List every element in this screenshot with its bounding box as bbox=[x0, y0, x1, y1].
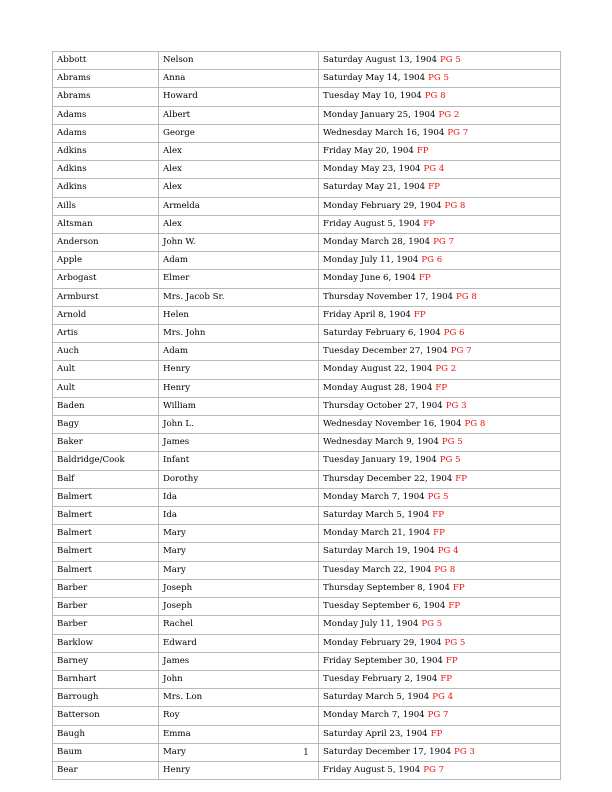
cell-given-name: John W. bbox=[159, 234, 319, 252]
page-reference: PG 5 bbox=[439, 455, 461, 466]
page-reference: PG 7 bbox=[427, 710, 449, 721]
cell-date-and-page-ref bbox=[319, 343, 561, 361]
cell-surname: Adams bbox=[53, 124, 159, 142]
publication-date: Monday January 25, 1904 bbox=[323, 109, 436, 120]
publication-date: Monday February 29, 1904 bbox=[323, 637, 442, 648]
table-body bbox=[53, 52, 561, 780]
page-reference: FP bbox=[452, 582, 465, 593]
page-reference: PG 7 bbox=[423, 764, 445, 775]
cell-date-and-page-ref bbox=[319, 197, 561, 215]
cell-surname: Bear bbox=[53, 761, 159, 779]
page-reference: PG 3 bbox=[445, 400, 467, 411]
cell-date-and-page-ref bbox=[319, 124, 561, 142]
cell-surname: Adams bbox=[53, 106, 159, 124]
cell-surname: Altsman bbox=[53, 215, 159, 233]
cell-date-and-page-ref bbox=[319, 88, 561, 106]
cell-surname: Baldridge/Cook bbox=[53, 452, 159, 470]
cell-surname: Baden bbox=[53, 397, 159, 415]
page-reference: PG 8 bbox=[464, 419, 486, 430]
cell-date-and-page-ref bbox=[319, 288, 561, 306]
cell-given-name: Howard bbox=[159, 88, 319, 106]
table-row bbox=[53, 288, 561, 306]
cell-date-and-page-ref bbox=[319, 725, 561, 743]
cell-given-name: Alex bbox=[159, 215, 319, 233]
cell-given-name: James bbox=[159, 652, 319, 670]
publication-date: Friday August 5, 1904 bbox=[323, 764, 421, 775]
publication-date: Saturday August 13, 1904 bbox=[323, 55, 437, 65]
table-row bbox=[53, 270, 561, 288]
table-row bbox=[53, 579, 561, 597]
cell-given-name: Henry bbox=[159, 761, 319, 779]
cell-surname: Artis bbox=[53, 325, 159, 343]
cell-date-and-page-ref bbox=[319, 434, 561, 452]
publication-date: Thursday October 27, 1904 bbox=[323, 400, 443, 411]
table-row bbox=[53, 197, 561, 215]
table-row bbox=[53, 652, 561, 670]
table-row bbox=[53, 179, 561, 197]
publication-date: Saturday March 19, 1904 bbox=[323, 546, 435, 557]
publication-date: Friday May 20, 1904 bbox=[323, 146, 414, 157]
cell-date-and-page-ref bbox=[319, 689, 561, 707]
cell-date-and-page-ref bbox=[319, 143, 561, 161]
page-number: 1 bbox=[303, 748, 309, 758]
table-row bbox=[53, 434, 561, 452]
table-row bbox=[53, 543, 561, 561]
cell-surname: Adkins bbox=[53, 143, 159, 161]
cell-given-name: William bbox=[159, 397, 319, 415]
table-row bbox=[53, 670, 561, 688]
table-row bbox=[53, 161, 561, 179]
cell-given-name: Roy bbox=[159, 707, 319, 725]
obituary-index-table bbox=[52, 51, 561, 780]
cell-given-name: Emma bbox=[159, 725, 319, 743]
page-reference: PG 5 bbox=[427, 491, 449, 502]
cell-given-name: George bbox=[159, 124, 319, 142]
page-reference: PG 8 bbox=[444, 200, 466, 211]
table-row bbox=[53, 215, 561, 233]
table-row bbox=[53, 325, 561, 343]
publication-date: Saturday May 21, 1904 bbox=[323, 182, 426, 193]
cell-given-name: James bbox=[159, 434, 319, 452]
cell-given-name: Alex bbox=[159, 143, 319, 161]
cell-date-and-page-ref bbox=[319, 452, 561, 470]
table-row bbox=[53, 452, 561, 470]
cell-surname: Aills bbox=[53, 197, 159, 215]
publication-date: Saturday December 17, 1904 bbox=[323, 746, 452, 757]
cell-date-and-page-ref bbox=[319, 543, 561, 561]
page-reference: PG 2 bbox=[438, 109, 460, 120]
publication-date: Monday August 22, 1904 bbox=[323, 364, 433, 375]
publication-date: Friday September 30, 1904 bbox=[323, 655, 443, 666]
cell-surname: Ault bbox=[53, 379, 159, 397]
cell-given-name: Adam bbox=[159, 343, 319, 361]
cell-given-name: Mary bbox=[159, 525, 319, 543]
table-row bbox=[53, 507, 561, 525]
page-reference: FP bbox=[440, 673, 453, 684]
cell-date-and-page-ref bbox=[319, 488, 561, 506]
page-reference: PG 8 bbox=[434, 564, 456, 575]
page-reference: PG 6 bbox=[443, 328, 465, 339]
cell-given-name: Armelda bbox=[159, 197, 319, 215]
page-reference: PG 2 bbox=[435, 364, 457, 375]
cell-surname: Abrams bbox=[53, 88, 159, 106]
table-row bbox=[53, 634, 561, 652]
cell-date-and-page-ref bbox=[319, 507, 561, 525]
publication-date: Tuesday February 2, 1904 bbox=[323, 673, 438, 684]
table-row bbox=[53, 598, 561, 616]
table-row bbox=[53, 143, 561, 161]
publication-date: Friday April 8, 1904 bbox=[323, 309, 411, 320]
publication-date: Monday March 7, 1904 bbox=[323, 491, 425, 502]
cell-date-and-page-ref bbox=[319, 179, 561, 197]
page-reference: PG 8 bbox=[456, 291, 477, 302]
cell-given-name: Adam bbox=[159, 252, 319, 270]
cell-surname: Anderson bbox=[53, 234, 159, 252]
cell-surname: Batterson bbox=[53, 707, 159, 725]
table-row bbox=[53, 88, 561, 106]
cell-surname: Balf bbox=[53, 470, 159, 488]
cell-given-name: Albert bbox=[159, 106, 319, 124]
cell-surname: Barber bbox=[53, 579, 159, 597]
cell-date-and-page-ref bbox=[319, 397, 561, 415]
page-reference: PG 5 bbox=[439, 55, 461, 65]
cell-given-name: Helen bbox=[159, 306, 319, 324]
cell-given-name: Edward bbox=[159, 634, 319, 652]
cell-surname: Ault bbox=[53, 361, 159, 379]
table-row bbox=[53, 470, 561, 488]
cell-surname: Abbott bbox=[53, 52, 159, 70]
page-reference: PG 5 bbox=[421, 619, 443, 630]
table-row bbox=[53, 343, 561, 361]
publication-date: Monday June 6, 1904 bbox=[323, 273, 416, 284]
page-reference: FP bbox=[430, 728, 443, 739]
cell-given-name: Mrs. Lon bbox=[159, 689, 319, 707]
cell-date-and-page-ref bbox=[319, 70, 561, 88]
cell-surname: Barney bbox=[53, 652, 159, 670]
table-row bbox=[53, 561, 561, 579]
page-reference: FP bbox=[435, 382, 448, 393]
publication-date: Monday August 28, 1904 bbox=[323, 382, 433, 393]
publication-date: Saturday February 6, 1904 bbox=[323, 328, 441, 339]
cell-given-name: Joseph bbox=[159, 579, 319, 597]
page-reference: PG 5 bbox=[444, 637, 466, 648]
cell-given-name: Mary bbox=[159, 543, 319, 561]
cell-date-and-page-ref bbox=[319, 670, 561, 688]
table-row bbox=[53, 52, 561, 70]
page-reference: PG 4 bbox=[432, 692, 454, 703]
cell-date-and-page-ref bbox=[319, 306, 561, 324]
cell-given-name: Elmer bbox=[159, 270, 319, 288]
page-reference: FP bbox=[428, 182, 440, 193]
cell-date-and-page-ref bbox=[319, 634, 561, 652]
publication-date: Friday August 5, 1904 bbox=[323, 218, 421, 229]
publication-date: Thursday December 22, 1904 bbox=[323, 473, 453, 484]
publication-date: Monday March 28, 1904 bbox=[323, 237, 431, 248]
cell-surname: Baker bbox=[53, 434, 159, 452]
table-row bbox=[53, 252, 561, 270]
cell-given-name: Anna bbox=[159, 70, 319, 88]
cell-given-name: Alex bbox=[159, 179, 319, 197]
table-row bbox=[53, 70, 561, 88]
table-row bbox=[53, 689, 561, 707]
publication-date: Saturday May 14, 1904 bbox=[323, 73, 426, 84]
cell-date-and-page-ref bbox=[319, 616, 561, 634]
cell-given-name: Alex bbox=[159, 161, 319, 179]
cell-surname: Adkins bbox=[53, 179, 159, 197]
table-row bbox=[53, 234, 561, 252]
page-reference: FP bbox=[418, 273, 431, 284]
cell-given-name: Nelson bbox=[159, 52, 319, 70]
page-reference: PG 5 bbox=[441, 437, 463, 448]
cell-surname: Barrough bbox=[53, 689, 159, 707]
cell-date-and-page-ref bbox=[319, 252, 561, 270]
cell-surname: Barber bbox=[53, 616, 159, 634]
table-row bbox=[53, 416, 561, 434]
cell-date-and-page-ref bbox=[319, 379, 561, 397]
cell-date-and-page-ref bbox=[319, 761, 561, 779]
page-reference: FP bbox=[445, 655, 458, 666]
page-reference: FP bbox=[432, 510, 444, 521]
cell-surname: Balmert bbox=[53, 561, 159, 579]
cell-surname: Apple bbox=[53, 252, 159, 270]
table-row bbox=[53, 106, 561, 124]
cell-date-and-page-ref bbox=[319, 52, 561, 70]
cell-surname: Adkins bbox=[53, 161, 159, 179]
cell-given-name: Rachel bbox=[159, 616, 319, 634]
cell-surname: Barber bbox=[53, 598, 159, 616]
table-row bbox=[53, 124, 561, 142]
publication-date: Saturday March 5, 1904 bbox=[323, 510, 430, 521]
cell-given-name: Dorothy bbox=[159, 470, 319, 488]
publication-date: Saturday April 23, 1904 bbox=[323, 728, 428, 739]
cell-surname: Baum bbox=[53, 743, 159, 761]
publication-date: Tuesday December 27, 1904 bbox=[323, 346, 448, 357]
cell-given-name: Henry bbox=[159, 361, 319, 379]
cell-date-and-page-ref bbox=[319, 525, 561, 543]
page-reference: FP bbox=[416, 146, 429, 157]
cell-date-and-page-ref bbox=[319, 598, 561, 616]
page-reference: FP bbox=[448, 601, 461, 612]
publication-date: Tuesday May 10, 1904 bbox=[323, 91, 422, 102]
cell-given-name: Mary bbox=[159, 743, 319, 761]
cell-date-and-page-ref bbox=[319, 561, 561, 579]
page-reference: PG 8 bbox=[424, 91, 446, 102]
cell-date-and-page-ref bbox=[319, 215, 561, 233]
cell-date-and-page-ref bbox=[319, 234, 561, 252]
page-reference: FP bbox=[455, 473, 468, 484]
cell-date-and-page-ref bbox=[319, 416, 561, 434]
page-reference: FP bbox=[413, 309, 426, 320]
cell-date-and-page-ref bbox=[319, 325, 561, 343]
cell-date-and-page-ref bbox=[319, 470, 561, 488]
cell-date-and-page-ref bbox=[319, 707, 561, 725]
cell-surname: Bagy bbox=[53, 416, 159, 434]
publication-date: Saturday March 5, 1904 bbox=[323, 692, 430, 703]
cell-given-name: Mrs. Jacob Sr. bbox=[159, 288, 319, 306]
cell-date-and-page-ref bbox=[319, 652, 561, 670]
publication-date: Monday February 29, 1904 bbox=[323, 200, 442, 211]
page-reference: FP bbox=[423, 218, 435, 229]
publication-date: Monday July 11, 1904 bbox=[323, 619, 419, 630]
publication-date: Wednesday November 16, 1904 bbox=[323, 419, 462, 430]
cell-surname: Baugh bbox=[53, 725, 159, 743]
table-row bbox=[53, 761, 561, 779]
cell-given-name: Joseph bbox=[159, 598, 319, 616]
publication-date: Tuesday January 19, 1904 bbox=[323, 455, 437, 466]
cell-surname: Barnhart bbox=[53, 670, 159, 688]
table-row bbox=[53, 361, 561, 379]
table-row bbox=[53, 488, 561, 506]
cell-given-name: Henry bbox=[159, 379, 319, 397]
page-reference: PG 7 bbox=[433, 237, 454, 248]
cell-given-name: Mrs. John bbox=[159, 325, 319, 343]
cell-date-and-page-ref bbox=[319, 106, 561, 124]
cell-given-name: John L. bbox=[159, 416, 319, 434]
cell-surname: Arnold bbox=[53, 306, 159, 324]
cell-given-name: Mary bbox=[159, 561, 319, 579]
cell-date-and-page-ref bbox=[319, 270, 561, 288]
cell-surname: Barklow bbox=[53, 634, 159, 652]
page-reference: FP bbox=[433, 528, 445, 539]
page-reference: PG 7 bbox=[450, 346, 472, 357]
cell-date-and-page-ref bbox=[319, 161, 561, 179]
publication-date: Tuesday September 6, 1904 bbox=[323, 601, 446, 612]
page-reference: PG 3 bbox=[454, 746, 475, 757]
page-reference: PG 6 bbox=[421, 255, 443, 266]
cell-surname: Arbogast bbox=[53, 270, 159, 288]
table-row bbox=[53, 525, 561, 543]
table-row bbox=[53, 616, 561, 634]
cell-surname: Balmert bbox=[53, 507, 159, 525]
publication-date: Monday May 23, 1904 bbox=[323, 164, 421, 175]
cell-surname: Balmert bbox=[53, 543, 159, 561]
publication-date: Thursday November 17, 1904 bbox=[323, 291, 454, 302]
table-row bbox=[53, 707, 561, 725]
publication-date: Monday March 21, 1904 bbox=[323, 528, 431, 539]
publication-date: Tuesday March 22, 1904 bbox=[323, 564, 432, 575]
cell-given-name: Ida bbox=[159, 488, 319, 506]
table-row bbox=[53, 379, 561, 397]
publication-date: Wednesday March 9, 1904 bbox=[323, 437, 439, 448]
cell-given-name: Ida bbox=[159, 507, 319, 525]
table-row bbox=[53, 306, 561, 324]
publication-date: Monday March 7, 1904 bbox=[323, 710, 425, 721]
cell-date-and-page-ref bbox=[319, 579, 561, 597]
table-row bbox=[53, 397, 561, 415]
publication-date: Thursday September 8, 1904 bbox=[323, 582, 450, 593]
page-reference: PG 7 bbox=[447, 127, 469, 138]
cell-given-name: Infant bbox=[159, 452, 319, 470]
page-reference: PG 4 bbox=[437, 546, 459, 557]
page-reference: PG 5 bbox=[428, 73, 449, 84]
cell-surname: Abrams bbox=[53, 70, 159, 88]
cell-surname: Armburst bbox=[53, 288, 159, 306]
cell-surname: Balmert bbox=[53, 488, 159, 506]
cell-given-name: John bbox=[159, 670, 319, 688]
cell-surname: Balmert bbox=[53, 525, 159, 543]
publication-date: Monday July 11, 1904 bbox=[323, 255, 419, 266]
cell-date-and-page-ref bbox=[319, 361, 561, 379]
cell-surname: Auch bbox=[53, 343, 159, 361]
page-reference: PG 4 bbox=[423, 164, 445, 175]
table-row bbox=[53, 725, 561, 743]
publication-date: Wednesday March 16, 1904 bbox=[323, 127, 445, 138]
